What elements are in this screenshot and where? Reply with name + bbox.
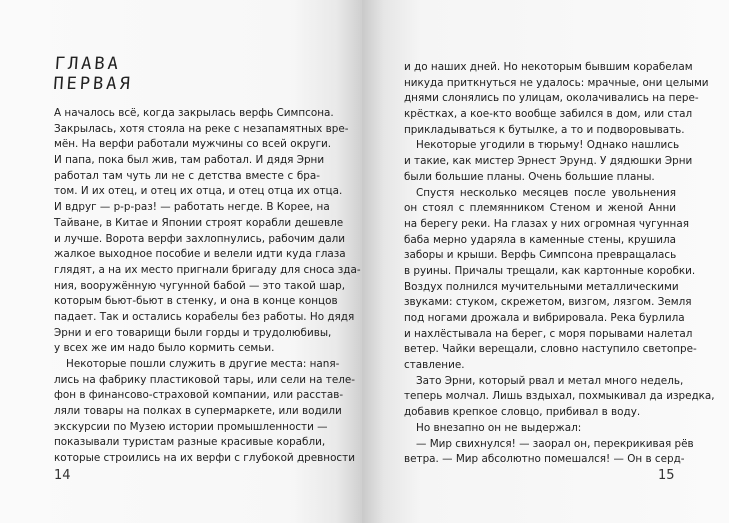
text-line: которым бьют-бьют в стенку, и она в конце концов	[54, 295, 338, 308]
chapter-heading	[53, 54, 135, 94]
text-line: звуками: стуком, скрежетом, визгом, лязгом. Земля	[404, 296, 692, 309]
left-page	[0, 0, 362, 523]
text-line: теперь молчал. Лишь вздыхал, похмыкивал да изредка,	[404, 390, 715, 403]
text-line: и лучше. Ворота верфи захлопнулись, рабочим дали	[54, 232, 346, 245]
text-line: ния, вооружённую чугунной бабой — это такой шар,	[54, 279, 346, 292]
text-line: жалкое выходное пособие и велели идти куда глаза	[54, 248, 346, 261]
text-line: лись на фабрику пластиковой тары, или сели на теле-	[54, 373, 355, 386]
text-line: он стоял с племянником Стеном и женой Анни	[404, 202, 676, 215]
text-line: Закрылась, хотя стояла на реке с незапамятных вре-	[54, 122, 349, 135]
text-line: были большие планы. Очень большие планы.	[404, 170, 655, 183]
text-line: И вдруг — р-р-раз! — работать негде. В Корее, на	[54, 201, 330, 214]
text-line: Зато Эрни, который рвал и метал много недель,	[416, 374, 684, 387]
text-line: и нахлёстывала на берег, с моря порывами налетал	[404, 327, 693, 340]
text-line: падает. Так и остались корабелы без работы. Но дядя	[54, 310, 355, 323]
text-line: И папа, пока был жив, там работал. И дядя Эрни	[54, 154, 325, 167]
right-page-text	[404, 60, 715, 468]
text-line: работал там чуть ли не с детства вместе с бра-	[54, 169, 320, 182]
text-line: Воздух полнился мучительными металлическими	[404, 280, 679, 293]
text-line: заборы и крыши. Верфь Симпсона превращалась	[404, 249, 677, 262]
chapter-heading-line: ПЕРВАЯ	[52, 74, 134, 94]
text-line: фон в финансово-страховой компании, или расстав-	[54, 389, 344, 402]
text-line: никуда приткнуться не удалось: мрачные, они целыми	[404, 76, 709, 89]
text-line: Некоторые пошли служить в другие места: нanя-	[66, 358, 340, 370]
text-line: показывали туристам разные красивые корабли,	[54, 436, 326, 449]
text-line: Эрни и его товарищи были горды и трудолюбивы,	[54, 326, 332, 339]
text-line: — Мир свихнулся! — заорал он, перекрикивая рёв	[416, 437, 694, 450]
page-number: 15	[658, 468, 675, 483]
text-line: ляли товары на полках в супермаркете, или водили	[54, 405, 342, 418]
text-line: и такие, как мистер Эрнест Эрунд. У дядюшки Эрни	[404, 155, 693, 168]
text-line: А началось всё, когда закрылась верфь Симпсона.	[54, 107, 334, 119]
text-line: Тайване, в Китае и Японии строят корабли дешевле	[54, 216, 344, 229]
text-line: экскурсии по Музею истории промышленности —	[54, 420, 328, 433]
chapter-heading-line: ГЛАВА	[54, 54, 122, 74]
text-line: у всех же им надо было кормить семьи.	[54, 342, 275, 355]
text-line: Спустя несколько месяцев после увольнения	[416, 186, 676, 199]
text-line: том. И их отец, и отец их отца, и отец отца их отца.	[54, 185, 343, 198]
text-line: ветер. Чайки верещали, словно наступило светопре-	[404, 343, 697, 356]
text-line: в руины. Причалы трещали, как картонные коробки.	[404, 264, 696, 277]
text-line: глядят, а на их место пригнали бригаду для сноса зда-	[54, 263, 361, 276]
text-line: баба мерно ударяла в каменные стены, крушила	[404, 233, 676, 246]
text-line: Но внезапно он не выдержал:	[416, 421, 582, 434]
text-line: крёстках, а кое-кто вообще забился в дом, или стал	[404, 108, 693, 121]
text-line: прикладываться к бутылке, а то и подворовывать.	[404, 123, 685, 136]
text-line: мён. На верфи работали мужчины со всей округи.	[54, 138, 332, 151]
page-number: 14	[54, 468, 71, 483]
text-line: ветра. — Мир абсолютно помешался! — Он в серд-	[404, 453, 685, 466]
text-line: Некоторые угодили в тюрьму! Однако нашлись	[416, 139, 680, 152]
left-page-text	[54, 106, 361, 467]
text-line: добавив крепкое словцо, прибивал в воду.	[404, 406, 641, 419]
text-line: и до наших дней. Но некоторым бывшим корабелам	[404, 61, 693, 73]
text-line: ставление.	[404, 359, 465, 372]
text-line: днями слонялись по улицам, околачивались на пере-	[404, 92, 699, 105]
text-line: под ногами дрожала и вибрировала. Река бурлила	[404, 312, 685, 324]
text-line: на берегу реки. На глазах у них огромная чугунная	[404, 217, 689, 230]
right-page	[362, 0, 729, 523]
text-line: которые строились на их верфи с глубокой древности	[54, 452, 355, 465]
